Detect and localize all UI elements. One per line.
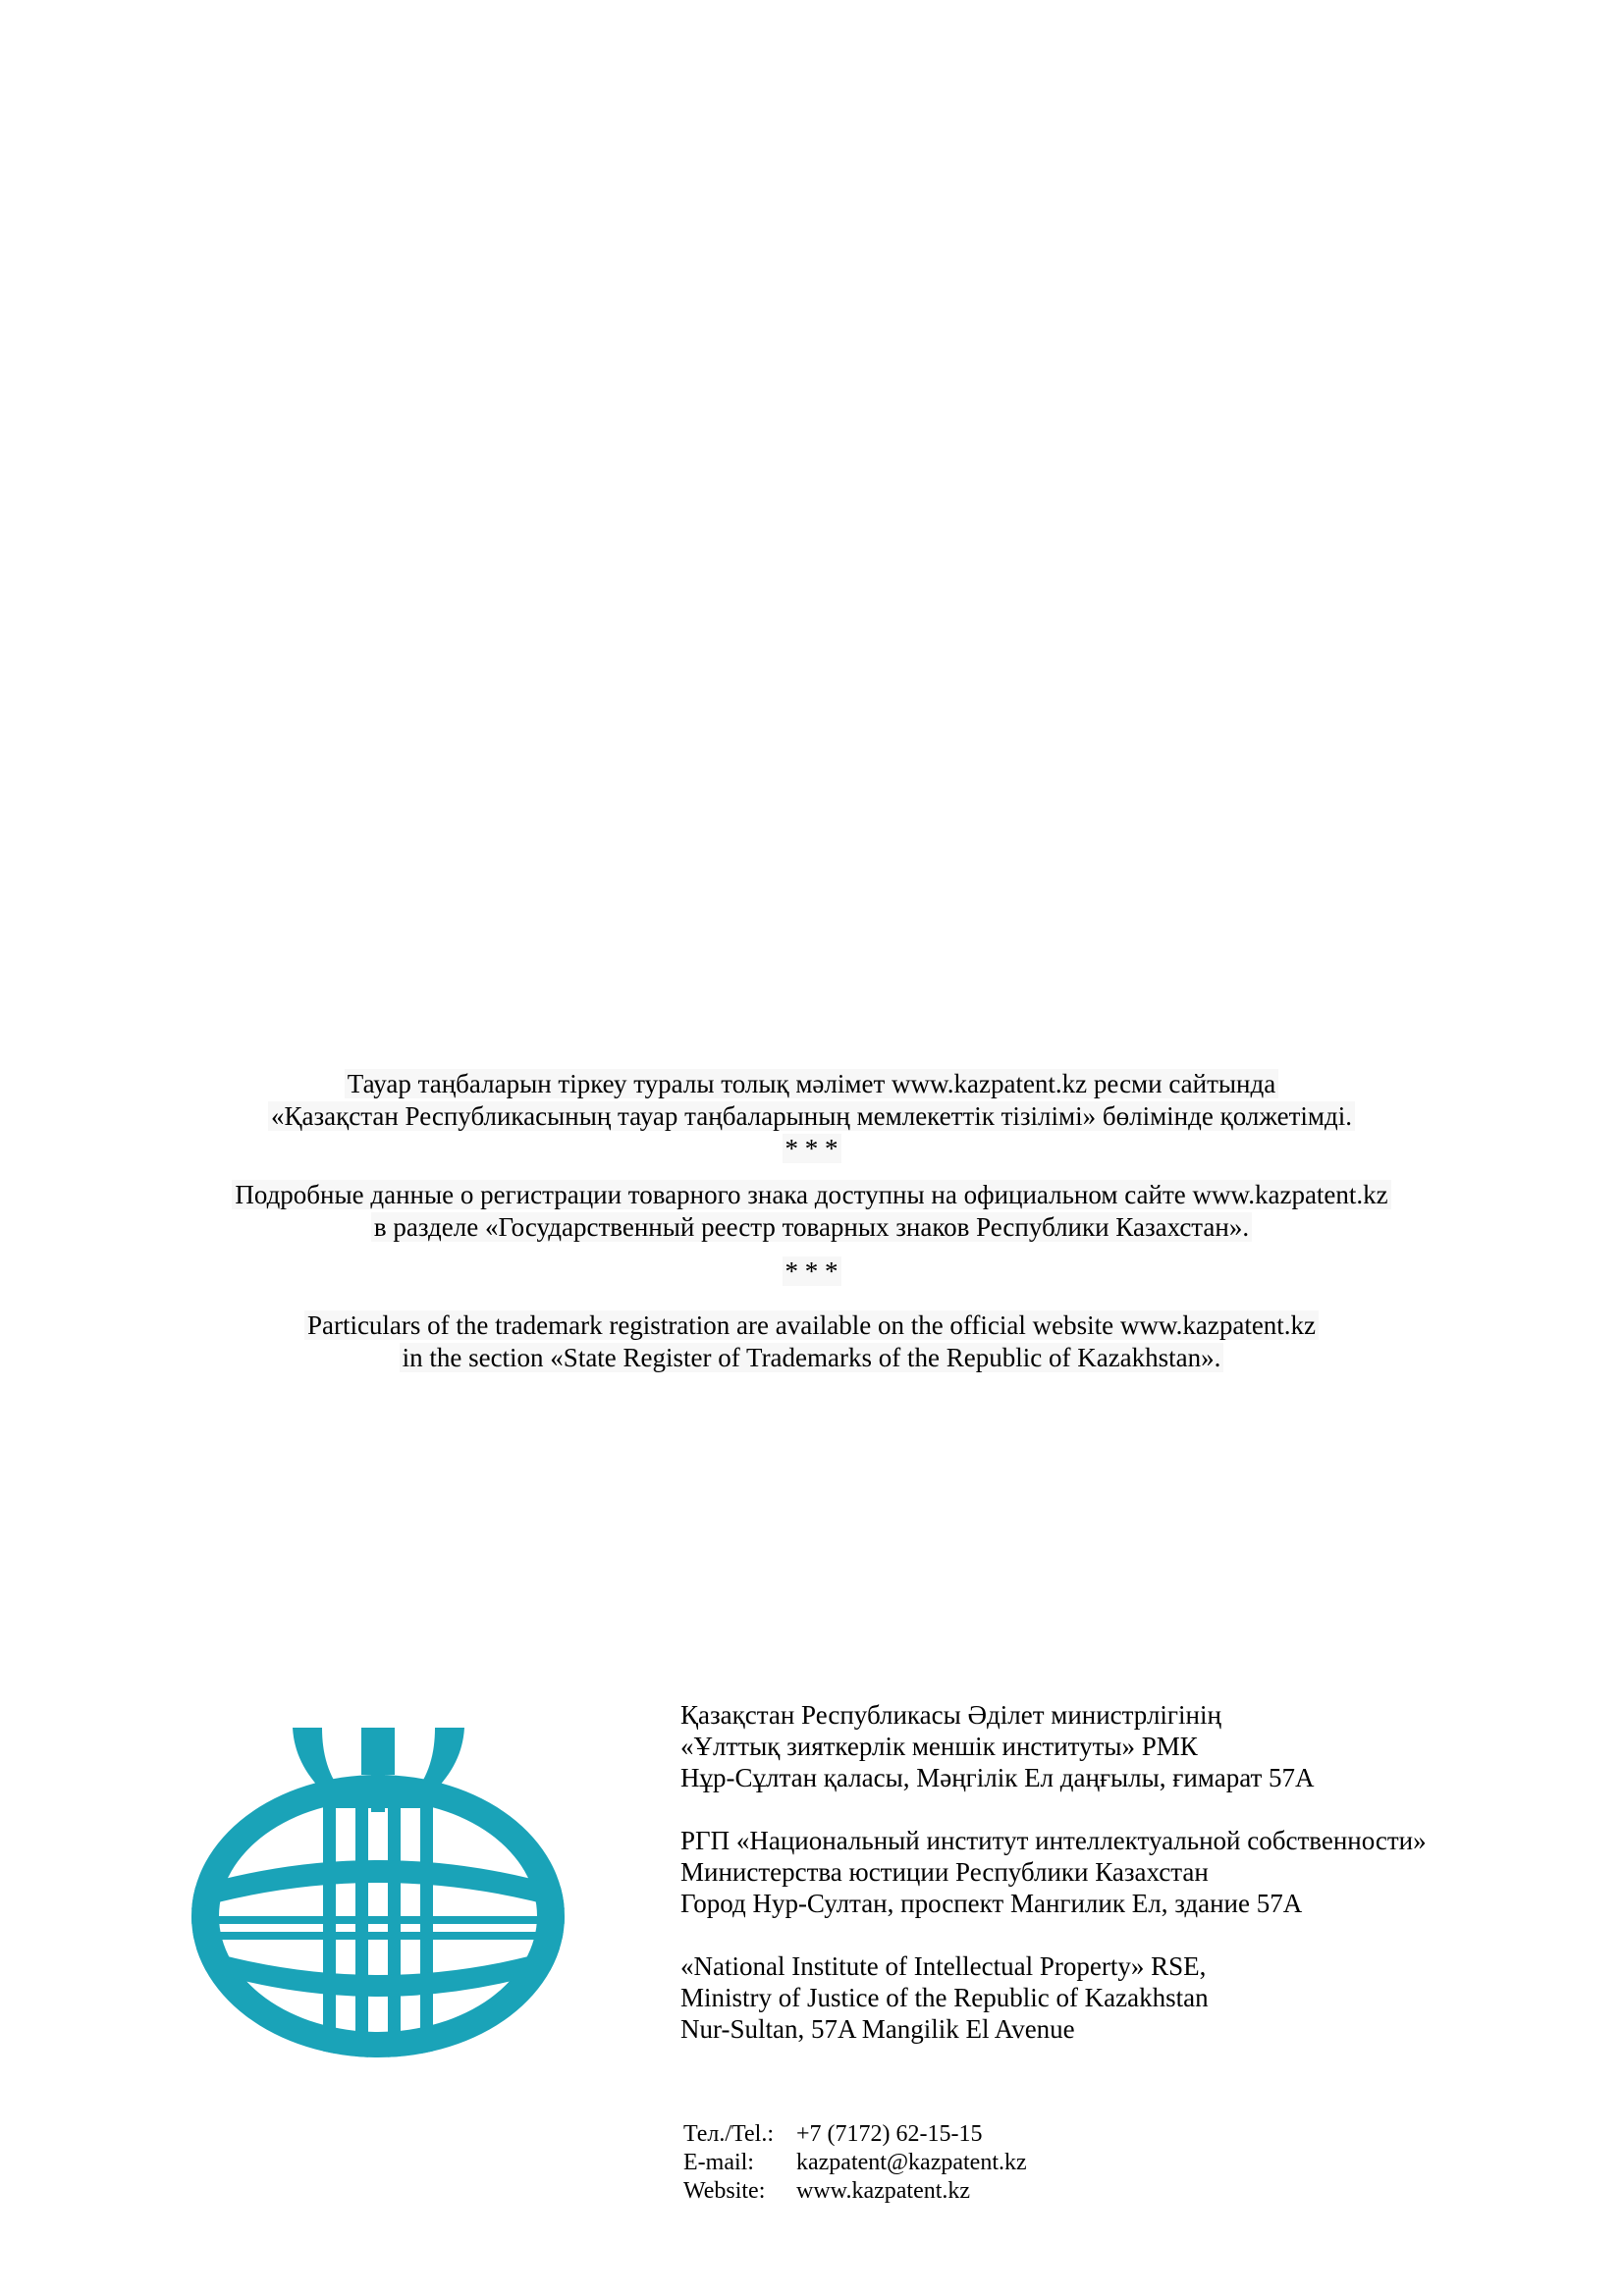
contact-website-row	[683, 2177, 1027, 2206]
notice-kz-line-2: «Қазақстан Республикасының тауар таңбаларының мемлекеттік тізілімі» бөлімінде қолжетімді.	[0, 1100, 1623, 1133]
notice-en-line-1: Particulars of the trademark registration are available on the official website www.kazpatent.kz	[0, 1309, 1623, 1342]
address-kz-line: Нұр-Сұлтан қаласы, Мәңгілік Ел даңғылы, ғимарат 57А	[680, 1763, 1315, 1792]
contact-email-row	[683, 2149, 1027, 2177]
website-value: www.kazpatent.kz	[796, 2178, 971, 2204]
kazpatent-emblem-icon	[189, 1724, 568, 2059]
address-kz	[680, 1699, 1427, 1793]
address-ru-line: Министерства юстиции Республики Казахстан	[680, 1857, 1209, 1887]
registration-notice	[0, 1068, 1623, 1374]
notice-kz-line-1: Тауар таңбаларын тіркеу туралы толық мәлімет www.kazpatent.kz ресми сайтында	[0, 1068, 1623, 1100]
email-label: E-mail:	[683, 2150, 754, 2175]
website-label: Website:	[683, 2178, 766, 2204]
notice-en-line-2: in the section «State Register of Trademarks of the Republic of Kazakhstan».	[0, 1342, 1623, 1374]
address-en-line: «National Institute of Intellectual Property» RSE,	[680, 1951, 1207, 1981]
address-ru-line: Город Нур-Султан, проспект Мангилик Ел, здание 57А	[680, 1889, 1303, 1918]
notice-separator-1: * * *	[0, 1133, 1623, 1165]
address-ru	[680, 1825, 1427, 1919]
email-value: kazpatent@kazpatent.kz	[796, 2150, 1027, 2175]
address-en	[680, 1950, 1427, 2045]
tel-label: Тел./Tel.:	[683, 2121, 775, 2147]
notice-separator-2: * * *	[0, 1255, 1623, 1288]
address-ru-line: РГП «Национальный институт интеллектуальной собственности»	[680, 1826, 1427, 1855]
notice-ru-line-1: Подробные данные о регистрации товарного знака доступны на официальном сайте www.kazpatent.kz	[0, 1179, 1623, 1211]
contact-tel-row	[683, 2120, 1027, 2149]
tel-value: +7 (7172) 62-15-15	[796, 2121, 983, 2147]
contact-info	[683, 2120, 1027, 2206]
institute-address	[680, 1699, 1427, 2045]
address-en-line: Nur-Sultan, 57A Mangilik El Avenue	[680, 2014, 1075, 2044]
notice-ru-line-2: в разделе «Государственный реестр товарных знаков Республики Казахстан».	[0, 1211, 1623, 1244]
address-en-line: Ministry of Justice of the Republic of Kazakhstan	[680, 1983, 1209, 2012]
address-kz-line: «Ұлттық зияткерлік меншік институты» РМК	[680, 1732, 1198, 1761]
address-kz-line: Қазақстан Республикасы Әділет министрлігінің	[680, 1700, 1221, 1730]
